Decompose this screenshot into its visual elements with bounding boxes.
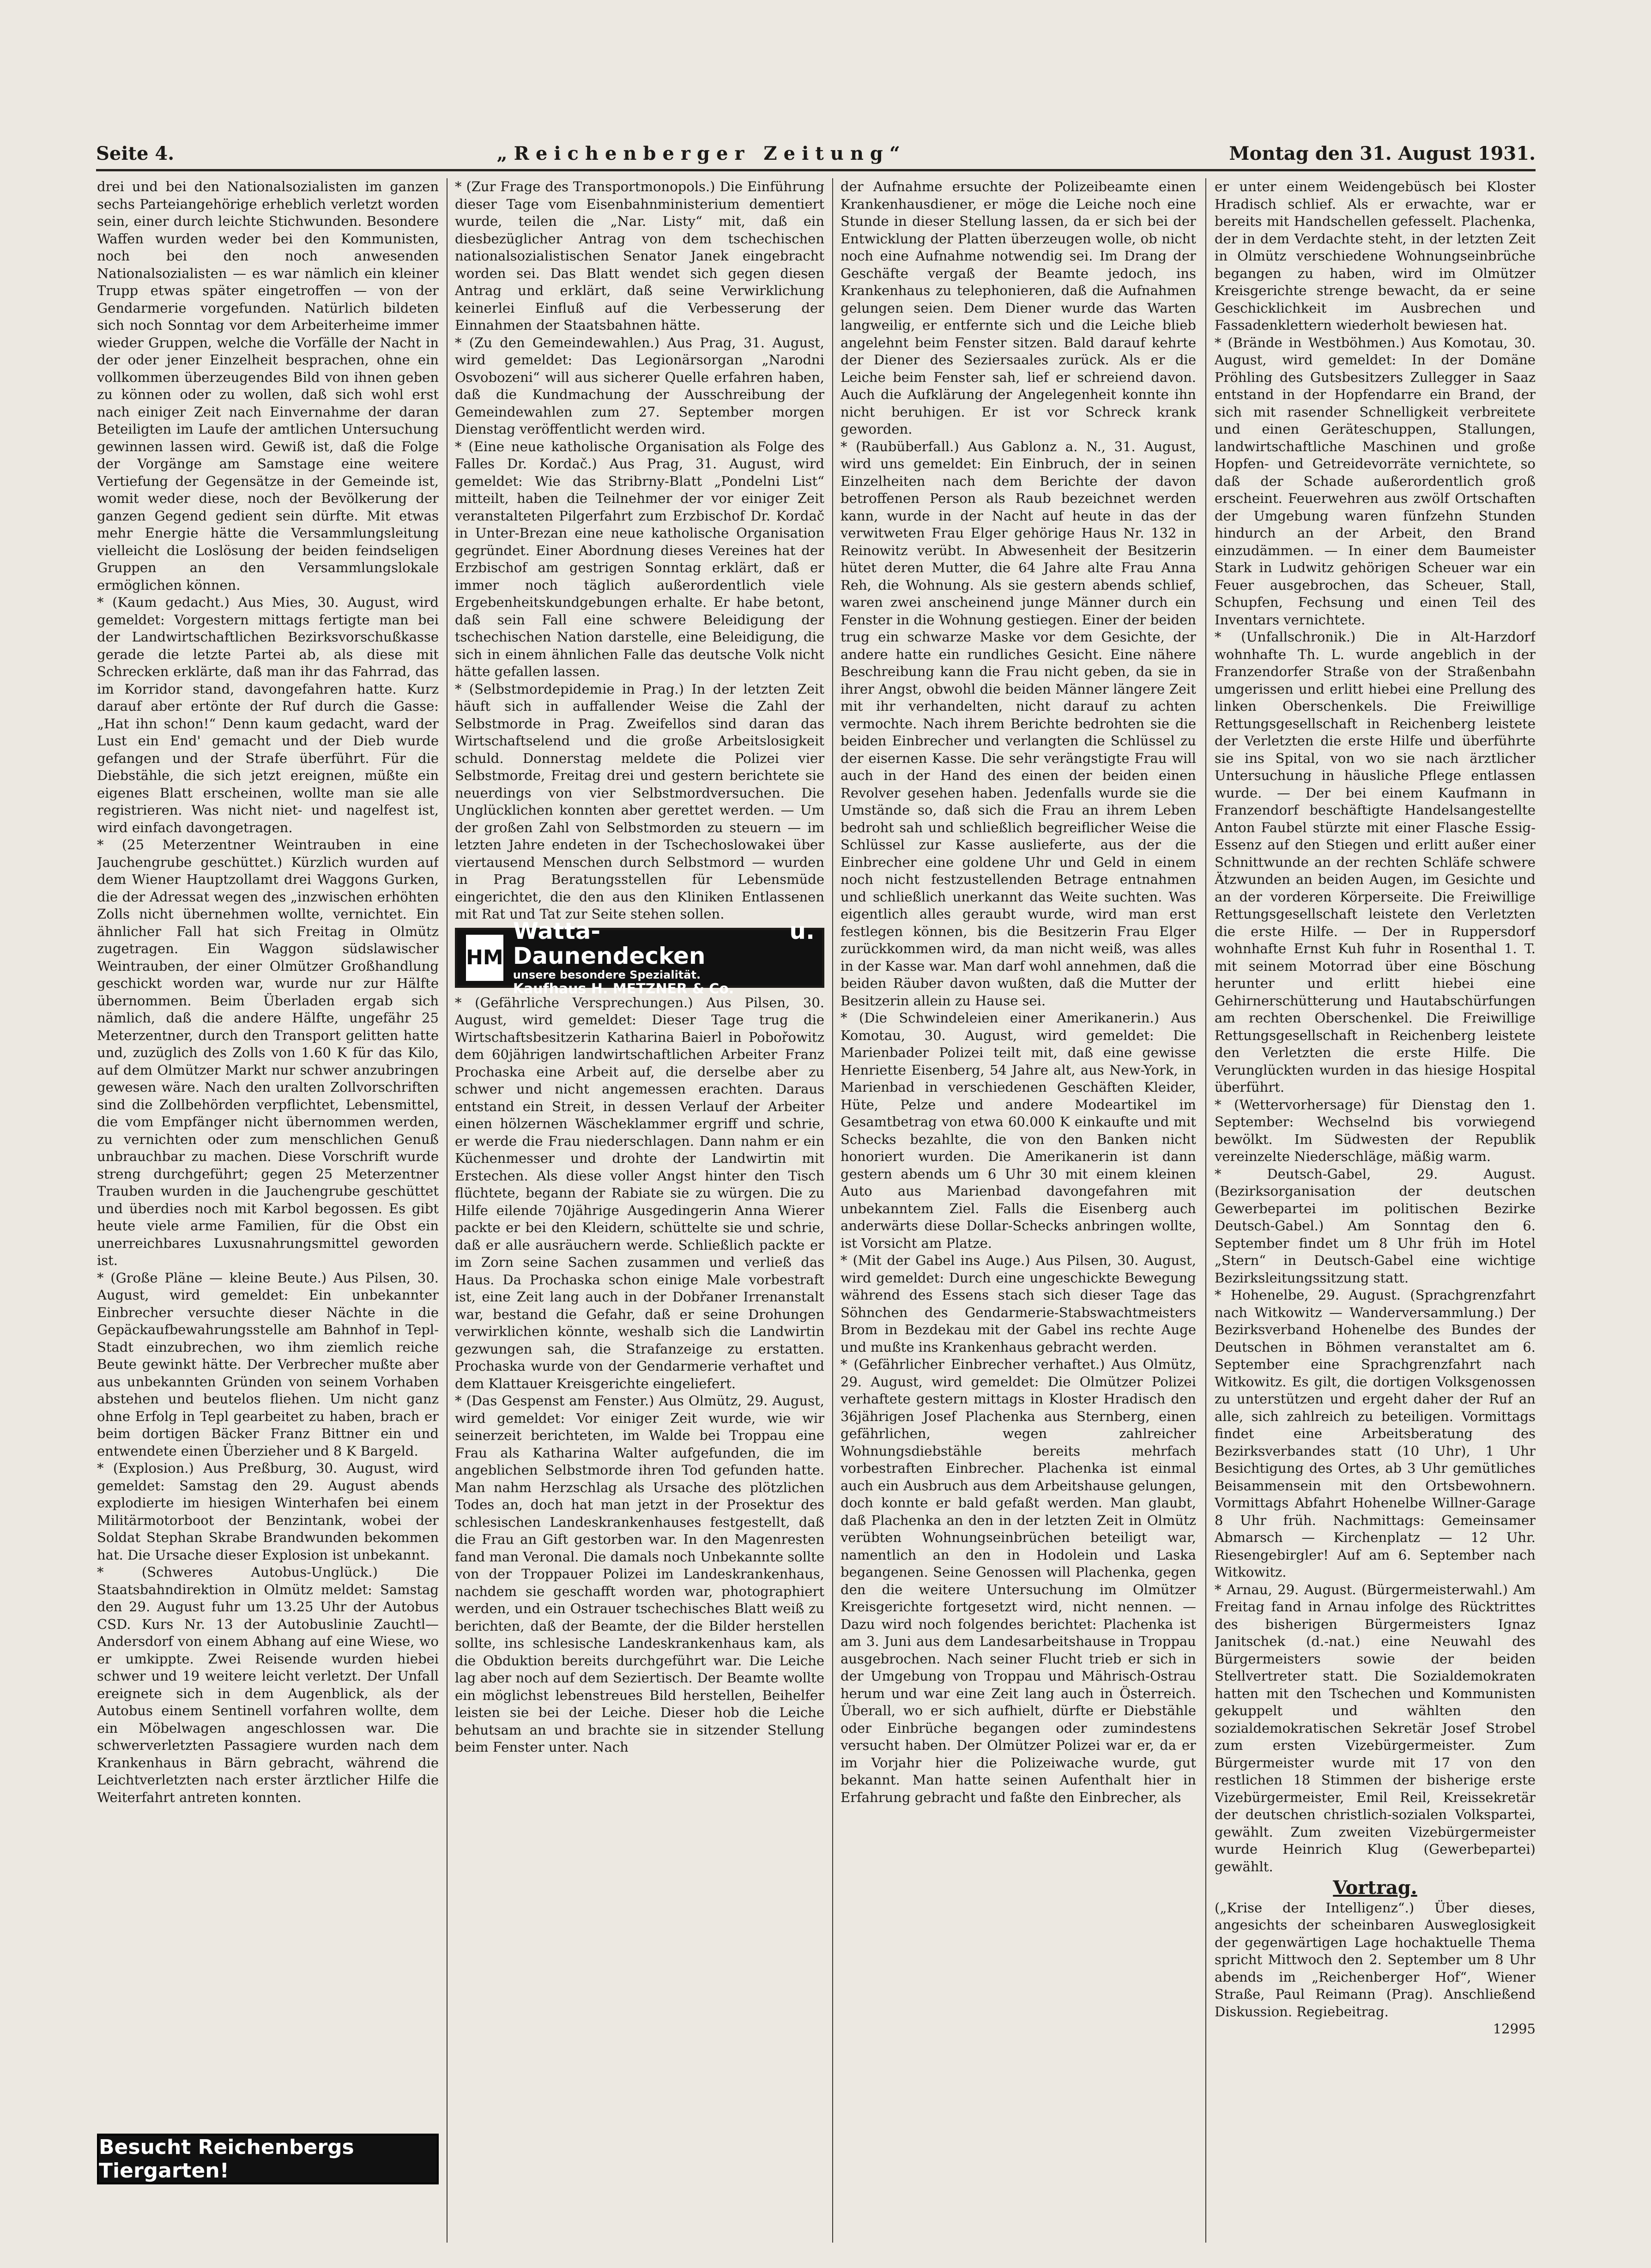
column-3	[841, 178, 1196, 2247]
article-paragraph: * (Unfallschronik.) Die in Alt-Harzdorf wohnhafte Th. L. wurde angeblich in der Franzendorfer Straße von der Straßenbahn umgerissen und erlitt hiebei eine Prellung des linken Oberschenkels. Die Freiwillige Rettungsgesellschaft in Reichenberg leistete der Verletzten die erste Hilfe und überführte sie ins Spital, von wo sie nach ärztlicher Untersuchung in häusliche Pflege entlassen wurde. — Der bei einem Kaufmann in Franzendorf beschäftigte Handelsangestellte Anton Faubel stürzte mit einer Flasche Essig-Essenz auf den Stiegen und erlitt außer einer Schnittwunde an der rechten Schläfe schwere Ätzwunden an beiden Augen, im Gesichte und an der vorderen Körperseite. Die Freiwillige Rettungsgesellschaft leistete den Verletzten die erste Hilfe. — Der in Ruppersdorf wohnhafte Ernst Kuh fuhr in Rosenthal 1. T. mit seinem Motorrad über eine Böschung herunter und erlitt hiebei eine Gehirnerschütterung und Hautabschürfungen am rechten Oberschenkel. Die Freiwillige Rettungsgesellschaft in Reichenberg leistete den Verletzten die erste Hilfe. Die Verunglückten wurden in das hiesige Hospital überführt.	[1215, 629, 1536, 1095]
column-4	[1215, 178, 1536, 2247]
notice-code: 12995	[1493, 2021, 1536, 2037]
column-rule	[447, 178, 448, 2243]
ad-store-name: Kaufhaus H. METZNER & Co.	[513, 980, 734, 997]
ad-headline: Watta- u. Daunendecken	[513, 917, 815, 969]
article-paragraph: drei und bei den Nationalsozialisten im ganzen sechs Parteiangehörige erheblich verletzt worden sein, einer durch leichte Stichwunden. Besondere Waffen wurden weder bei den Kommunisten, noch bei den noch anwesenden Nationalsozialisten — es war nämlich ein kleiner Trupp etwas später eingetroffen — von der Gendarmerie vorgefunden. Natürlich bildeten sich noch Sonntag vor dem Arbeiterheime immer wieder Gruppen, welche die Vorfälle der Nacht in der oder jener Einzelheit besprachen, ohne ein vollkommen überzeugendes Bild von ihnen geben zu können oder zu wollen, daß sich wohl erst nach einiger Zeit nach Einvernahme der daran Beteiligten im Laufe der amtlichen Untersuchung gewinnen lassen wird. Gewiß ist, daß die Folge der Vorgänge am Samstage eine weitere Vertiefung der Gegensätze in der Gemeinde ist, womit weder diese, noch der Bevölkerung der ganzen Gegend gedient sein dürfte. Mit etwas mehr Energie hätte die Versammlungsleitung vielleicht die Loslösung der beiden feindseligen Gruppen an den Versammlungslokale ermöglichen können.	[97, 179, 439, 593]
article-paragraph: * (Gefährliche Versprechungen.) Aus Pilsen, 30. August, wird gemeldet: Dieser Tage trug die Wirtschaftsbesitzerin Katharina Baierl in Pobořowitz dem 60jährigen landwirtschaftlichen Arbeiter Franz Prochaska eine Arbeit auf, die derselbe aber zu schwer und nicht angemessen erachten. Daraus entstand ein Streit, in dessen Verlauf der Arbeiter einen hölzernen Wäscheklammer ergriff und schrie, er werde die Frau niederschlagen. Dann nahm er ein Küchenmesser und drohte der Landwirtin mit Erstechen. Als diese voller Angst hinter den Tisch flüchtete, begann der Rabiate sie zu würgen. Die zu Hilfe eilende 70jährige Ausgedingerin Anna Wierer packte er bei den Kleidern, schüttelte sie und schrie, daß er alle ausräuchern werde. Schließlich packte er im Zorn seine Sachen zusammen und verließ das Haus. Da Prochaska schon einige Male vorbestraft ist, eine Zeit lang auch in der Dobřaner Irrenanstalt war, bestand die Gefahr, daß er seine Drohungen verwirklichen könnte, weshalb sich die Landwirtin gezwungen sah, die Strafanzeige zu erstatten. Prochaska wurde von der Gendarmerie verhaftet und dem Klattauer Kreisgerichte eingeliefert.	[455, 994, 824, 1391]
article-paragraph: * Arnau, 29. August. (Bürgermeisterwahl.) Am Freitag fand in Arnau infolge des Rücktrittes des bisherigen Bürgermeisters Ignaz Janitschek (d.-nat.) eine Neuwahl des Bürgermeisters sowie der beiden Stellvertreter statt. Die Sozialdemokraten hatten mit den Tschechen und Kommunisten gekuppelt und wählten den sozialdemokratischen Sekretär Josef Strobel zum ersten Vizebürgermeister. Zum Bürgermeister wurde mit 17 von den restlichen 18 Stimmen der bisherige erste Vizebürgermeister, Emil Reil, Kreissekretär der deutschen christlich-sozialen Volkspartei, gewählt. Zum zweiten Vizebürgermeister wurde Heinrich Klug (Gewerbepartei) gewählt.	[1215, 1581, 1536, 1875]
issue-date: Montag den 31. August 1931.	[1229, 143, 1536, 164]
article-paragraph: der Aufnahme ersuchte der Polizeibeamte einen Krankenhausdiener, er möge die Leiche noch eine Stunde in dieser Stellung lassen, da er sich bei der Entwicklung der Platten überzeugen wolle, ob nicht noch eine Aufnahme notwendig sei. Im Drang der Geschäfte vergaß der Beamte jedoch, ins Krankenhaus zu telephonieren, daß die Aufnahmen gelungen seien. Dem Diener wurde das Warten langweilig, er entfernte sich und die Leiche blieb angelehnt beim Fenster sitzen. Bald darauf kehrte der Diener des Seziersaales zurück. Als er die Leiche beim Fenster sah, lief er schreiend davon. Auch die Aufklärung der Angelegenheit konnte ihn nicht beruhigen. Er ist vor Schreck krank geworden.	[841, 179, 1196, 437]
article-paragraph: * Deutsch-Gabel, 29. August. (Bezirksorganisation der deutschen Gewerbepartei im politischen Bezirke Deutsch-Gabel.) Am Sonntag den 6. September findet um 8 Uhr früh im Hotel „Stern“ in Deutsch-Gabel eine wichtige Bezirksleitungssitzung statt.	[1215, 1166, 1536, 1286]
article-paragraph: * (Gefährlicher Einbrecher verhaftet.) Aus Olmütz, 29. August, wird gemeldet: Die Olmützer Polizei verhaftete gestern mittags in Kloster Hradisch den 36jährigen Josef Plachenka aus Sternberg, einen gefährlichen, wegen zahlreicher Wohnungsdiebstähle bereits mehrfach vorbestraften Einbrecher. Plachenka ist einmal auch ein Ausbruch aus dem Arbeitshause gelungen, doch konnte er bald gefaßt werden. Man glaubt, daß Plachenka an den in der letzten Zeit in Olmütz verübten Wohnungseinbrüchen beteiligt war, namentlich an den in Hodolein und Laska begangenen. Seine Genossen will Plachenka, gegen den die weitere Untersuchung im Olmützer Kreisgerichte fortgesetzt wird, nicht nennen. — Dazu wird noch folgendes berichtet: Plachenka ist am 3. Juni aus dem Landesarbeitshause in Troppau ausgebrochen. Nach seiner Flucht trieb er sich in der Umgebung von Troppau und Mährisch-Ostrau herum und war eine Zeit lang auch in Österreich. Überall, wo er sich aufhielt, dürfte er Diebstähle oder Einbrüche begangen oder zumindestens versucht haben. Der Olmützer Polizei war er, da er im Vorjahr hier die Polizeiwache wurde, gut bekannt. Man hatte seinen Aufenthalt hier in Erfahrung gebracht und faßte den Einbrecher, als	[841, 1356, 1196, 1805]
page-header	[96, 137, 1536, 171]
column-rule	[1205, 178, 1206, 2243]
article-paragraph: * (Das Gespenst am Fenster.) Aus Olmütz, 29. August, wird gemeldet: Vor einiger Zeit wurde, wie wir seinerzeit berichteten, im Walde bei Troppau eine Frau als Katharina Walter aufgefunden, die im angeblichen Selbstmorde ihren Tod gefunden hatte. Man nahm Herzschlag als Ursache des plötzlichen Todes an, doch hat man jetzt in der Prosektur des schlesischen Landeskrankenhauses festgestellt, daß die Frau an Gift gestorben war. In den Magenresten fand man Veronal. Die damals noch Unbekannte sollte von der Troppauer Polizei im Landeskrankenhaus, nachdem sie geschafft worden war, photographiert werden, und ein Ostrauer tschechisches Blatt weiß zu berichten, daß der Beamte, der die Bilder herstellen sollte, ins schlesische Landeskrankenhaus kam, als die Obduktion bereits durchgeführt war. Die Leiche lag aber noch auf dem Seziertisch. Der Beamte wollte ein möglichst lebenstreues Bild herstellen, Beihelfer leisten sie bei der Leiche. Dieser hob die Leiche behutsam an und brachte sie in sitzender Stellung beim Fenster unter. Nach	[455, 1393, 824, 1755]
zoo-advertisement: Besucht Reichenbergs Tiergarten!	[97, 2134, 439, 2184]
metzner-logo: HM	[465, 933, 505, 982]
column-1	[97, 178, 439, 2247]
article-paragraph: * (Raubüberfall.) Aus Gablonz a. N., 31. August, wird uns gemeldet: Ein Einbruch, der in seinen Einzelheiten nach dem Berichte der davon betroffenen Person als Raub bezeichnet werden kann, wurde in der Nacht auf heute in das der verwitweten Frau Elger gehörige Haus Nr. 132 in Reinowitz verübt. In Abwesenheit der Besitzerin hütet deren Mutter, die 64 Jahre alte Frau Anna Reh, die Wohnung. Als sie gestern abends schlief, waren zwei anscheinend junge Männer durch ein Fenster in die Wohnung gestiegen. Einer der beiden trug ein schwarze Maske vor dem Gesichte, der andere hatte ein rundliches Gesicht. Eine nähere Beschreibung kann die Frau nicht geben, da sie in ihrer Angst, obwohl die beiden Männer längere Zeit mit ihr verhandelten, nicht darauf zu achten vermochte. Nach ihrem Berichte bedrohten sie die beiden Einbrecher und verlangten die Schlüssel zu der eisernen Kasse. Die sehr verängstigte Frau will auch in der Hand des einen der beiden einen Revolver gesehen haben. Jedenfalls wurde sie die Umstände so, daß sich die Frau an ihrem Leben bedroht sah und schließlich begreiflicher Weise die Schlüssel zur Kasse auslieferte, aus der die Einbrecher eine goldene Uhr und Geld in einem noch nicht festzustellenden Betrage entnahmen und schließlich unerkannt das Weite suchten. Was eigentlich alles geraubt wurde, wird man erst festlegen können, bis die Besitzerin Frau Elger zurückkommen wird, da man nicht weiß, was alles in der Kasse war. Man darf wohl annehmen, daß die beiden Räuber davon wußten, daß die Mutter der Besitzerin allein zu Hause sei.	[841, 438, 1196, 1009]
article-paragraph: („Krise der Intelligenz“.) Über dieses, angesichts der scheinbaren Ausweglosigkeit der gegenwärtigen Lage hochaktuelle Thema spricht Mittwoch den 2. September um 8 Uhr abends im „Reichenberger Hof“, Wiener Straße, Paul Reimann (Prag). Anschließend Diskussion. Regiebeitrag.	[1215, 1899, 1536, 2020]
column-rule	[832, 178, 833, 2243]
article-paragraph: * (Zu den Gemeindewahlen.) Aus Prag, 31. August, wird gemeldet: Das Legionärsorgan „Narodni Osvobozeni“ will aus sicherer Quelle erfahren haben, daß die Kundmachung der Ausschreibung der Gemeindewahlen zum 27. September morgen Dienstag veröffentlicht werden wird.	[455, 334, 824, 437]
page-number: Seite 4.	[96, 143, 175, 164]
article-paragraph: * (Eine neue katholische Organisation als Folge des Falles Dr. Kordač.) Aus Prag, 31. August, wird gemeldet: Wie das Stribrny-Blatt „Pondelni List“ mitteilt, haben die Teilnehmer der vor einiger Zeit veranstalteten Pilgerfahrt zum Erzbischof Dr. Kordač in Unter-Brezan eine neue katholische Organisation gegründet. Einer Abordnung dieses Vereines hat der Erzbischof am gestrigen Sonntag erklärt, daß er immer noch täglich außerordentlich viele Ergebenheitskundgebungen erhalte. Er habe betont, daß sein Fall eine schwere Beleidigung der tschechischen Nation darstelle, eine Beleidigung, die sich in einem ähnlichen Falle das deutsche Volk nicht hätte gefallen lassen.	[455, 438, 824, 679]
article-paragraph: * (Zur Frage des Transportmonopols.) Die Einführung dieser Tage vom Eisenbahnministerium dementiert wurde, teilen die „Nar. Listy“ mit, daß ein diesbezüglicher Antrag von dem tschechischen nationalsozialistischen Senator Janek eingebracht worden sei. Das Blatt wendet sich gegen diesen Antrag und erklärt, daß seine Verwirklichung keinerlei Einfluß auf die Verbesserung der Einnahmen der Staatsbahnen hätte.	[455, 179, 824, 333]
article-paragraph: * (Brände in Westböhmen.) Aus Komotau, 30. August, wird gemeldet: In der Domäne Pröhling des Gutsbesitzers Zullegger in Saaz entstand in der Hopfendarre ein Brand, der sich mit rasender Schnelligkeit verbreitete und einen Geräteschuppen, Stallungen, landwirtschaftliche Maschinen und große Hopfen- und Getreidevorräte vernichtete, so daß der Schade außerordentlich groß erscheint. Feuerwehren aus zwölf Ortschaften der Umgebung waren fünfzehn Stunden hindurch an der Arbeit, den Brand einzudämmen. — In einer dem Baumeister Stark in Ludwitz gehörigen Scheuer war ein Feuer ausgebrochen, das Scheuer, Stall, Schupfen, Fechsung und einen Teil des Inventars vernichtete.	[1215, 334, 1536, 628]
article-paragraph: * (Explosion.) Aus Preßburg, 30. August, wird gemeldet: Samstag den 29. August abends explodierte im hiesigen Winterhafen bei einem Militärmotorboot der Benzintank, wobei der Soldat Stephan Skrabe Brandwunden bekommen hat. Die Ursache dieser Explosion ist unbekannt.	[97, 1460, 439, 1563]
article-paragraph: * (Schweres Autobus-Unglück.) Die Staatsbahndirektion in Olmütz meldet: Samstag den 29. August fuhr um 13.25 Uhr der Autobus CSD. Kurs Nr. 13 der Autobuslinie Zauchtl—Andersdorf von einem Abhang auf eine Wiese, wo er umkippte. Zwei Reisende wurden hiebei schwer und 19 weitere leicht verletzt. Der Unfall ereignete sich in dem Augenblick, als der Autobus einem Sentinell vorfahren wollte, dem ein Möbelwagen angeschlossen war. Die schwerverletzten Passagiere wurden nach dem Krankenhaus in Bärn gebracht, während die Leichtverletzten nach erster ärztlicher Hilfe die Weiterfahrt antreten konnten.	[97, 1564, 439, 1805]
article-paragraph: * (25 Meterzentner Weintrauben in eine Jauchengrube geschüttet.) Kürzlich wurden auf dem Wiener Hauptzollamt drei Waggons Gurken, die der Adressat wegen des „inzwischen erhöhten Zolls nicht übernehmen wollte, vernichtet. Ein ähnlicher Fall hat sich Freitag in Olmütz zugetragen. Ein Waggon südslawischer Weintrauben, der einer Olmützer Großhandlung geschickt worden war, wurde nur zur Hälfte übernommen. Beim Überladen ergab sich nämlich, daß die andere Hälfte, ungefähr 25 Meterzentner, durch den Transport gelitten hatte und, zuzüglich des Zolls von 1.60 K für das Kilo, auf dem Olmützer Markt nur schwer anzubringen gewesen wäre. Nach den uralten Zollvorschriften sind die Zollbehörden verpflichtet, Lebensmittel, die vom Empfänger nicht übernommen werden, zu vernichten oder zum menschlichen Genuß unbrauchbar zu machen. Diese Vorschrift wurde streng durchgeführt; gegen 25 Meterzentner Trauben wurden in die Jauchengrube geschüttet und überdies noch mit Karbol begossen. Es gibt heute viele arme Familien, für die Obst ein unerreichbares Luxusnahrungsmittel geworden ist.	[97, 837, 439, 1268]
article-paragraph: * (Wettervorhersage) für Dienstag den 1. September: Wechselnd bis vorwiegend bewölkt. Im Südwesten der Republik vereinzelte Niederschläge, mäßig warm.	[1215, 1096, 1536, 1164]
article-paragraph: * (Die Schwindeleien einer Amerikanerin.) Aus Komotau, 30. August, wird gemeldet: Die Marienbader Polizei teilt mit, daß eine gewisse Henriette Eisenberg, 54 Jahre alt, aus New-York, in Marienbad in verschiedenen Geschäften Kleider, Hüte, Pelze und andere Modeartikel im Gesamtbetrag von etwa 60.000 K einkaufte und mit Schecks bezahlte, die von den Banken nicht honoriert wurden. Die Amerikanerin ist dann gestern abends um 6 Uhr 30 mit einem kleinen Auto aus Marienbad davongefahren mit unbekanntem Ziel. Falls die Eisenberg auch anderwärts diese Dollar-Schecks anbringen wollte, ist Vorsicht am Platze.	[841, 1010, 1196, 1251]
article-paragraph: * Hohenelbe, 29. August. (Sprachgrenzfahrt nach Witkowitz — Wanderversammlung.) Der Bezirksverband Hohenelbe des Bundes der Deutschen in Böhmen veranstaltet am 6. September eine Sprachgrenzfahrt nach Witkowitz. Es gilt, die dortigen Volksgenossen zu unterstützen und ergeht daher der Ruf an alle, sich zahlreich zu beteiligen. Vormittags findet eine Arbeitsberatung des Bezirksverbandes statt (10 Uhr), 1 Uhr Besichtigung des Ortes, ab 3 Uhr gemütliches Beisammensein mit den Ortsbewohnern. Vormittags Abfahrt Hohenelbe Willner-Garage 8 Uhr früh. Nachmittags: Gemeinsamer Abmarsch — Kirchenplatz — 12 Uhr. Riesengebirgler! Auf am 6. September nach Witkowitz.	[1215, 1287, 1536, 1580]
article-paragraph: * (Kaum gedacht.) Aus Mies, 30. August, wird gemeldet: Vorgestern mittags fertigte man bei der Landwirtschaftlichen Bezirksvorschußkasse gerade die letzte Partei ab, als diese mit Schrecken erklärte, daß man ihr das Fahrrad, das im Korridor stand, davongefahren hatte. Kurz darauf aber ertönte der Ruf durch die Gasse: „Hat ihn schon!“ Denn kaum gedacht, ward der Lust ein End' gemacht und der Dieb wurde gefangen und der Strafe überführt. Für die Diebstähle, die sich jetzt ereignen, müßte ein eigenes Blatt erscheinen, wollte man sie alle registrieren. Was nicht niet- und nagelfest ist, wird einfach davongetragen.	[97, 594, 439, 835]
newspaper-title: „Reichenberger Zeitung“	[496, 143, 907, 164]
article-paragraph: * (Selbstmordepidemie in Prag.) In der letzten Zeit häuft sich in auffallender Weise die Zahl der Selbstmorde in Prag. Zweifellos sind daran das Wirtschaftselend und die große Arbeitslosigkeit schuld. Donnerstag meldete die Polizei vier Selbstmorde, Freitag drei und gestern berichtete sie neuerdings von vier Selbstmordversuchen. Die Unglücklichen konnten aber gerettet werden. — Um der großen Zahl von Selbstmorden zu steuern — im letzten Jahre endeten in der Tschechoslowakei über viertausend Menschen durch Selbstmord — wurden in Prag Beratungsstellen für Lebensmüde eingerichtet, die den aus den Kliniken Entlassenen mit Rat und Tat zur Seite stehen sollen.	[455, 681, 824, 922]
section-heading-vortrag: Vortrag.	[1333, 1877, 1417, 1899]
article-paragraph: * (Große Pläne — kleine Beute.) Aus Pilsen, 30. August, wird gemeldet: Ein unbekannter Einbrecher versuchte dieser Nächte in die Gepäckaufbewahrungsstelle am Bahnhof in Tepl-Stadt einzubrechen, wo ihm ziemlich reiche Beute gewinkt hätte. Der Verbrecher mußte aber aus unbekannten Gründen von seinem Vorhaben abstehen und beutelos fliehen. Um nicht ganz ohne Erfolg in Tepl gearbeitet zu haben, brach er beim dortigen Bäcker Franz Bittner ein und entwendete einen Überzieher und 8 K Bargeld.	[97, 1270, 439, 1459]
article-paragraph: * (Mit der Gabel ins Auge.) Aus Pilsen, 30. August, wird gemeldet: Durch eine ungeschickte Bewegung während des Essens stach sich dieser Tage das Söhnchen des Gendarmerie-Stabswachtmeisters Brom in Bezdekau mit der Gabel ins rechte Auge und mußte ins Krankenhaus gebracht werden.	[841, 1252, 1196, 1355]
metzner-advertisement	[455, 917, 824, 997]
ad-subline: unsere besondere Spezialität.	[513, 968, 701, 981]
article-paragraph: er unter einem Weidengebüsch bei Kloster Hradisch schlief. Als er erwachte, war er bereits mit Handschellen gefesselt. Plachenka, der in dem Verdachte steht, in der letzten Zeit in Olmütz verschiedene Wohnungseinbrüche begangen zu haben, wird im Olmützer Kreisgerichte strenge bewacht, da er seine Geschicklichkeit im Ausbrechen und Fassadenklettern wiederholt bewiesen hat.	[1215, 179, 1536, 333]
column-2	[455, 178, 824, 2247]
